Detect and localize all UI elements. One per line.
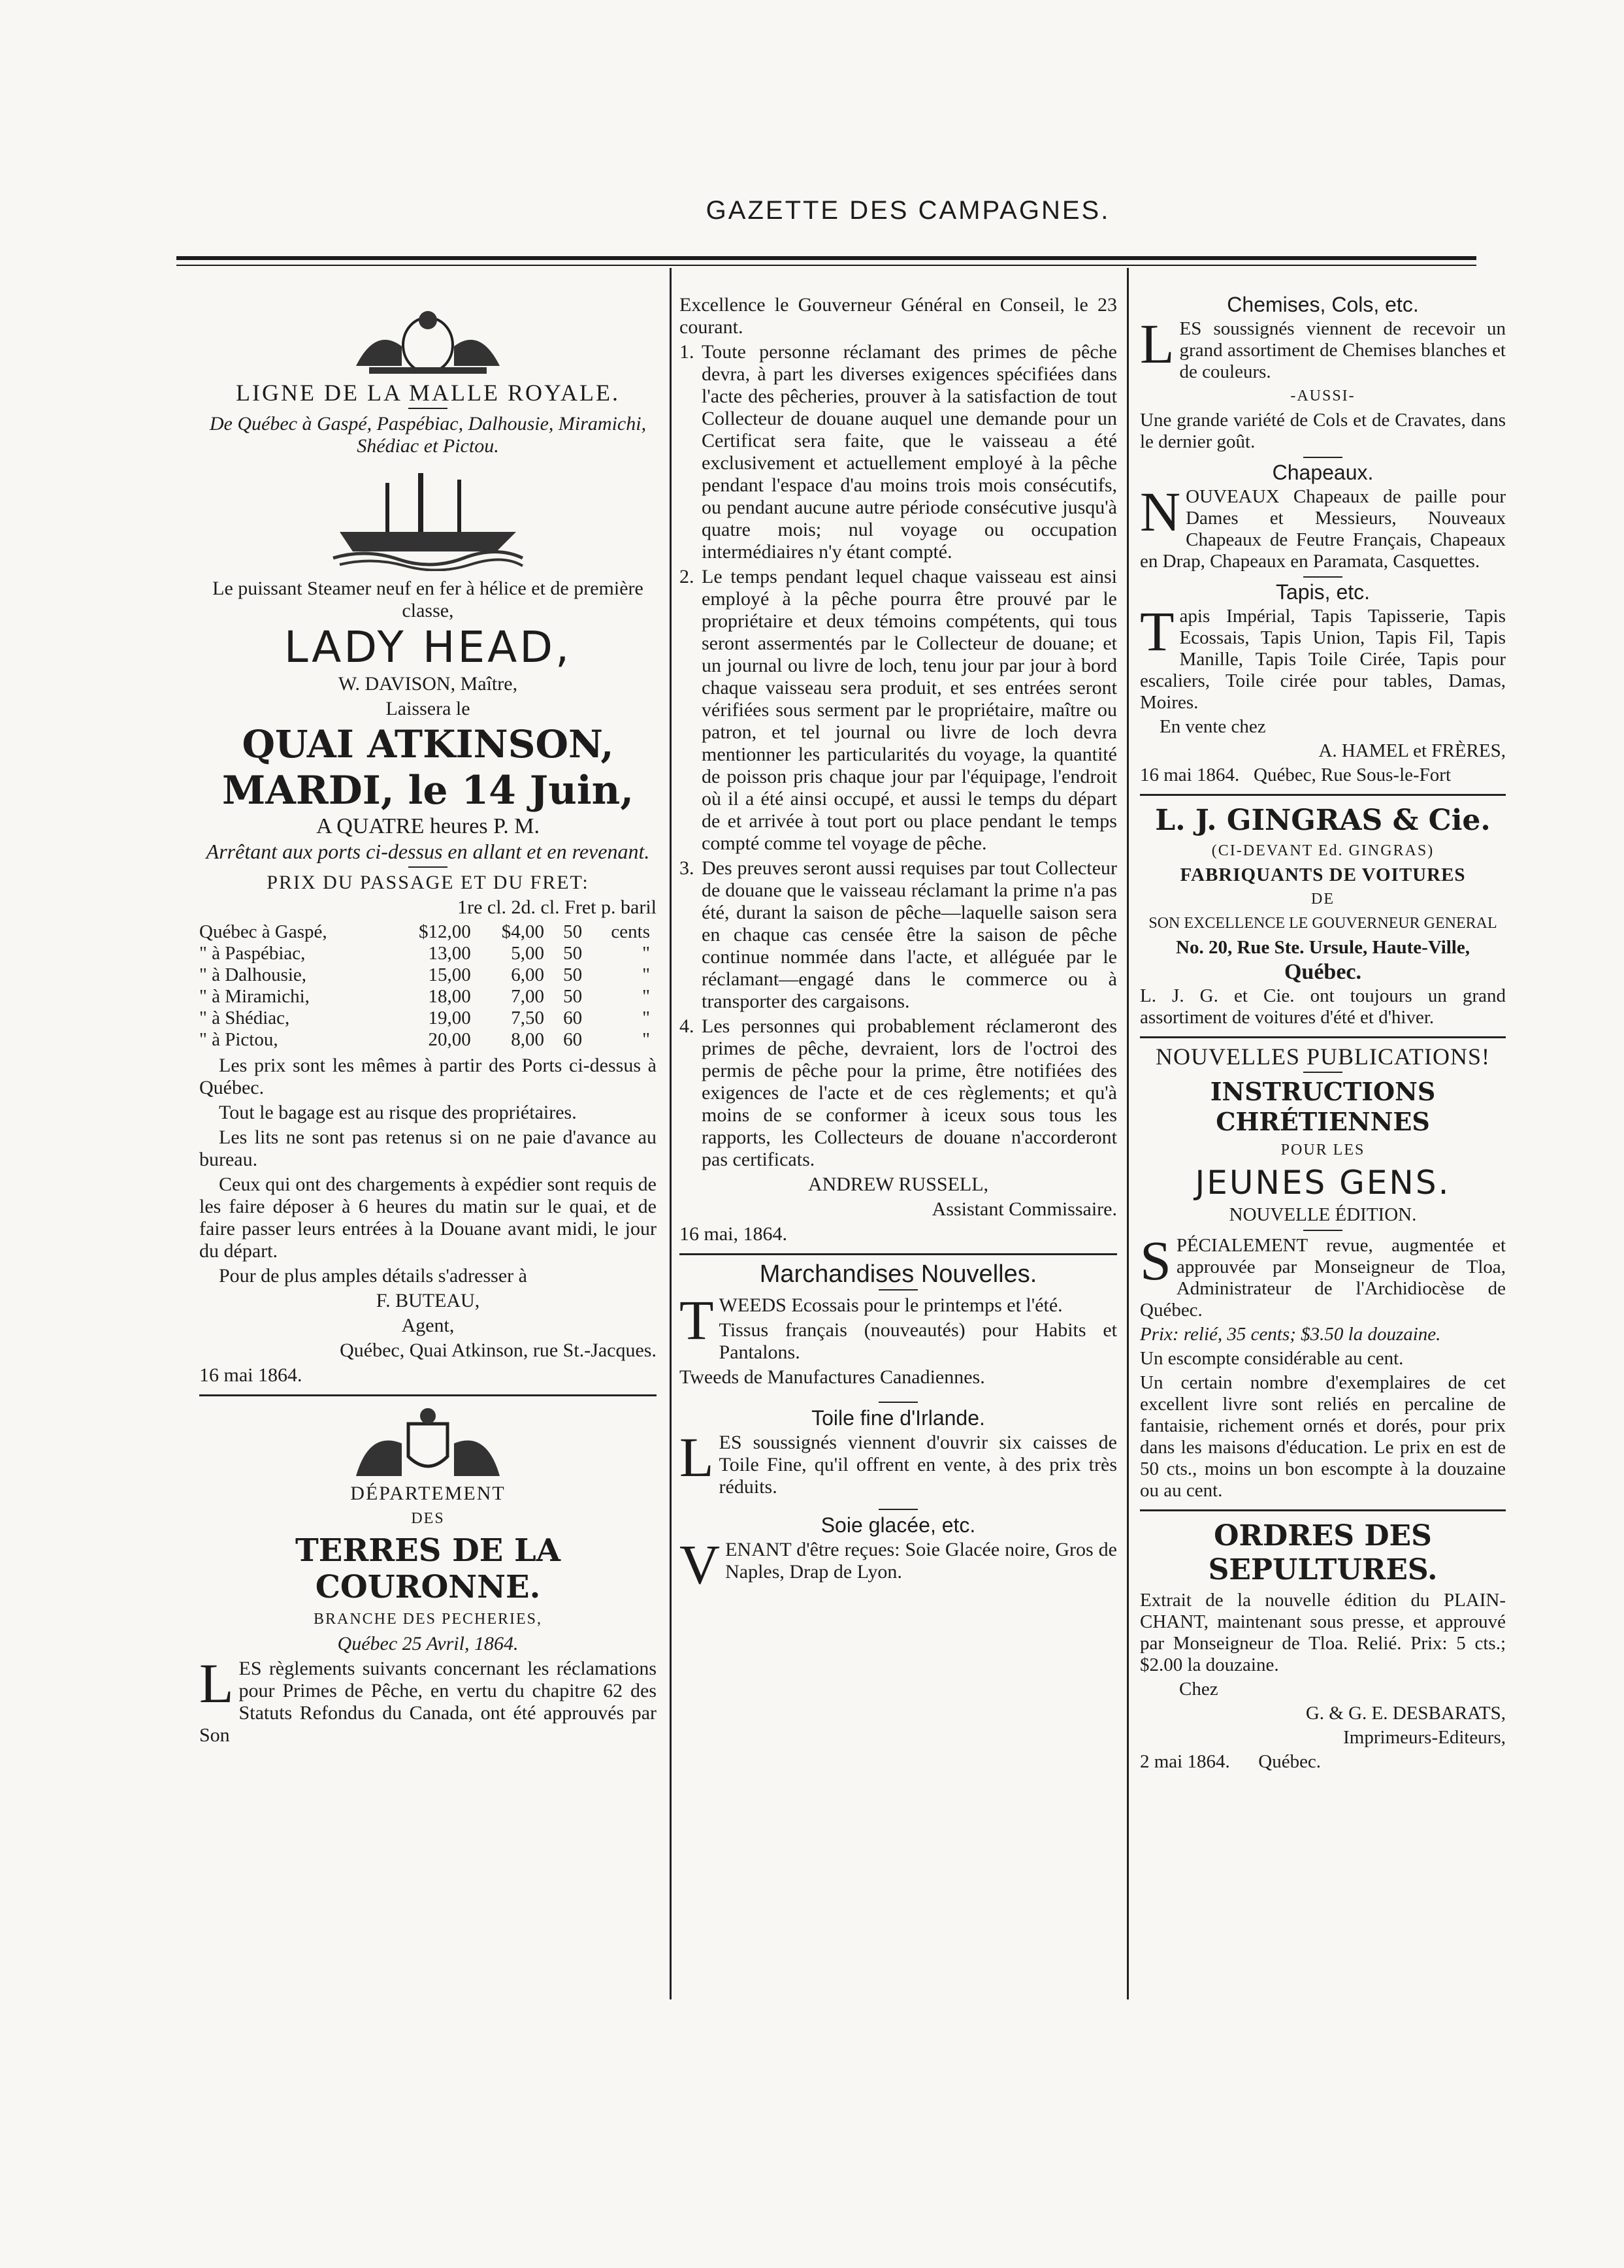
edition-label: NOUVELLE ÉDITION. xyxy=(1229,1204,1417,1225)
aussi-label: -AUSSI- xyxy=(1290,387,1356,404)
fare-cell-route: Québec à Gaspé, xyxy=(199,921,327,942)
fare-cell-unit: " xyxy=(642,1008,650,1028)
fare-row xyxy=(199,986,657,1008)
fare-cell-c1: 20,00 xyxy=(428,1029,471,1050)
fare-cell-c1: 15,00 xyxy=(428,964,471,985)
fare-cell-fret: 50 xyxy=(563,964,583,985)
desbarats-title: Imprimeurs-Editeurs, xyxy=(1343,1727,1506,1748)
fare-cell-route: " à Dalhousie, xyxy=(199,964,307,985)
fare-cell-unit: " xyxy=(642,986,650,1007)
regulations-intro: LES règlements suivants concernant les réclamations pour Primes de Pêche, en vertu du chapitre 62 des Statuts Refondus du Canada, ont été approuvés par Son xyxy=(199,1652,657,1746)
regulation-number: 1. xyxy=(679,341,694,363)
divider xyxy=(1303,1230,1342,1231)
fare-cell-c1: $12,00 xyxy=(418,921,471,942)
fare-cell-c2: 8,00 xyxy=(511,1029,544,1050)
signatory-date: 16 mai, 1864. xyxy=(679,1223,787,1245)
tapis-title: Tapis, etc. xyxy=(1275,580,1371,604)
regulation-text: Les personnes qui probablement réclameront des primes de pêche, devraient, lors de l'octroi des permis de pêche pour la prime, être notifiées des exigences de l'acte et de ces règlements; et qu'à moins de se conformer à iceux sous tous les rapports, les Collecteurs de douane n'accorderont pas certificats. xyxy=(702,1015,1117,1170)
excellence-line: SON EXCELLENCE LE GOUVERNEUR GENERAL xyxy=(1148,915,1497,932)
regulation-number: 4. xyxy=(679,1015,694,1037)
agent-date: 16 mai 1864. xyxy=(199,1364,302,1386)
divider xyxy=(1303,457,1342,458)
fare-row xyxy=(199,921,657,943)
fare-row xyxy=(199,964,657,986)
steamer-intro: Le puissant Steamer neuf en fer à hélice et de première classe, xyxy=(212,578,643,621)
top-rule-thin xyxy=(176,265,1476,266)
chemises-ad: LES soussignés viennent de recevoir un grand assortiment de Chemises blanches et de couleurs. xyxy=(1140,312,1506,382)
fare-cell-c1: 13,00 xyxy=(428,943,471,964)
fare-cell-c2: 6,00 xyxy=(511,964,544,985)
departure-date: MARDI, le 14 Juin, xyxy=(221,768,634,814)
gingras-address: No. 20, Rue Ste. Ursule, Haute-Ville, xyxy=(1176,937,1470,958)
divider xyxy=(879,1509,918,1510)
chapeaux-ad: NOUVEAUX Chapeaux de paille pour Dames et Messieurs, Nouveaux Chapeaux de Feutre Français, Chapeaux en Drap, Chapeaux en Paramata, Casquettes. xyxy=(1140,480,1506,572)
gingras-note: L. J. G. et Cie. ont toujours un grand assortiment de voitures d'été et d'hiver. xyxy=(1140,985,1506,1028)
ordres-heading: ORDRES DES SEPULTURES. xyxy=(1208,1519,1438,1586)
regulation-text: Toute personne réclamant des primes de pêche devra, à part les diverses exigences spécifiées dans l'acte des pêcheries, prouver à la satisfaction de tout Collecteur de douane auquel une demande pour un Certificat sera faite, que le vaisseau a été exclusivement et actuellement employé à la pêche pendant l'espace d'au moins trois mois consécutifs, ou pendant aucune autre période consécutive jusqu'à quatre mois; nul voyage ou occupation intermédiaires n'y étant compté. xyxy=(702,341,1117,563)
regulation-text: Le temps pendant lequel chaque vaisseau est ainsi employé à la pêche pourra être prouvé par le propriétaire et deux témoins compétents, qui tous seront assermentés par le Collecteur de douane; et un journal ou livre de loch, tenu jour par jour à bord chaque vaisseau sera produit, et ses entrées seront vérifiées sous serment par le propriétaire, maître ou patron, et tel journal ou livre de loch devra mentionner les particularités du voyage, la quantité de poisson pris chaque jour par l'équipage, l'endroit où il a été ainsi occupé, et aussi le temps du départ de et arrivée à tout port ou place pendant le temps compté comme tel voyage de pêche. xyxy=(702,566,1117,854)
cols-line: Une grande variété de Cols et de Cravates, dans le dernier goût. xyxy=(1140,410,1506,452)
regulation-number: 2. xyxy=(679,566,694,587)
column-separator-1 xyxy=(670,268,672,1999)
signatory-title: Assistant Commissaire. xyxy=(932,1198,1117,1220)
top-rule xyxy=(176,256,1476,260)
fare-cell-c2: 7,50 xyxy=(511,1008,544,1028)
fare-cell-fret: 50 xyxy=(563,943,583,964)
fare-table xyxy=(199,921,657,1051)
fare-note: Tout le bagage est au risque des propriétaires. xyxy=(219,1102,577,1123)
fare-cell-fret: 60 xyxy=(563,1029,583,1050)
desbarats-footer: 2 mai 1864. Québec. xyxy=(1140,1751,1322,1772)
regulation-item xyxy=(679,857,1117,1013)
divider xyxy=(1303,576,1342,578)
jeunes-gens-heading: JEUNES GENS. xyxy=(1195,1164,1451,1202)
soie-title: Soie glacée, etc. xyxy=(820,1513,976,1537)
extrait-line: Extrait de la nouvelle édition du PLAIN-CHANT, maintenant sous presse, et approuvé par Monseigneur de Tloa. Relié. Prix: 5 cts.; $2.00 la douzaine. xyxy=(1140,1590,1506,1675)
fare-note: Les lits ne sont pas retenus si on ne paie d'avance au bureau. xyxy=(199,1126,657,1170)
fare-note: Ceux qui ont des chargements à expédier sont requis de les faire déposer à 6 heures du matin sur le quai, et de faire passer leurs entrées à la Douane avant midi, le jour du départ. xyxy=(199,1174,657,1262)
fare-cell-route: " à Shédiac, xyxy=(199,1008,290,1028)
fare-row xyxy=(199,943,657,964)
fare-note: Les prix sont les mêmes à partir des Ports ci-dessus à Québec. xyxy=(199,1055,657,1098)
route-title: LIGNE DE LA MALLE ROYALE. xyxy=(236,380,620,406)
fare-cell-unit: " xyxy=(642,1029,650,1050)
dept-des: DES xyxy=(411,1510,445,1527)
masthead-title: GAZETTE DES CAMPAGNES. xyxy=(706,196,1111,225)
stops-note: Arrêtant aux ports ci-dessus en allant et en revenant. xyxy=(206,840,650,863)
section-rule xyxy=(1140,794,1506,796)
section-rule xyxy=(1140,1036,1506,1038)
specialement-ad: SPÉCIALEMENT revue, augmentée et approuvée par Monseigneur de Tloa, Administrateur de l'Archidiocèse de Québec. xyxy=(1140,1229,1506,1321)
nouvelles-publications: NOUVELLES PUBLICATIONS! xyxy=(1156,1044,1490,1070)
gingras-city: Québec. xyxy=(1284,960,1362,984)
prix-line: Prix: relié, 35 cents; $3.50 la douzaine. xyxy=(1140,1324,1441,1345)
agent-title: Agent, xyxy=(401,1315,455,1336)
tissus-line: Tissus français (nouveautés) pour Habits et Pantalons. xyxy=(719,1319,1117,1363)
hamel-name: A. HAMEL et FRÈRES, xyxy=(1318,740,1506,761)
fare-title: PRIX DU PASSAGE ET DU FRET: xyxy=(267,872,589,893)
ship-master: W. DAVISON, Maître, xyxy=(338,673,518,695)
dept-heading: DÉPARTEMENT xyxy=(350,1483,506,1504)
chapeaux-title: Chapeaux. xyxy=(1272,461,1374,484)
fare-cell-c1: 18,00 xyxy=(428,986,471,1007)
toile-title: Toile fine d'Irlande. xyxy=(811,1406,985,1430)
signatory-name: ANDREW RUSSELL, xyxy=(807,1174,989,1195)
tapis-ad: Tapis Impérial, Tapis Tapisserie, Tapis Ecossais, Tapis Union, Tapis Fil, Tapis Manille, Tapis Toile Cirée, Tapis pour escaliers, Toile cirée pour tables, Damas, Moires. xyxy=(1140,600,1506,713)
fare-cell-fret: 50 xyxy=(563,921,583,942)
march-title: Marchandises Nouvelles. xyxy=(759,1260,1037,1288)
chemises-title: Chemises, Cols, etc. xyxy=(1227,293,1419,316)
dept-date: Québec 25 Avril, 1864. xyxy=(337,1633,519,1654)
section-rule xyxy=(199,1394,657,1396)
toile-ad: LES soussignés viennent d'ouvrir six caisses de Toile Fine, qu'il offrent en vente, à des prix très réduits. xyxy=(679,1426,1117,1498)
agent-address: Québec, Quai Atkinson, rue St.-Jacques. xyxy=(340,1339,657,1361)
fare-cell-route: " à Paspébiac, xyxy=(199,943,306,964)
tweeds-ad: TWEEDS Ecossais pour le printemps et l'été. xyxy=(679,1289,1063,1351)
pour-les-label: POUR LES xyxy=(1280,1142,1365,1159)
terres-heading: TERRES DE LA COURONNE. xyxy=(295,1532,560,1605)
regulation-text: Des preuves seront aussi requises par tout Collecteur de douane que le vaisseau réclamant la prime n'a pas été, durant la saison de pêche—laquelle saison sera en chaque cas censée être la saison de pêche continue nommée dans l'acte, et alléguée par le réclamant—engagé dans le commerce ou à transporter des cargaisons. xyxy=(702,857,1117,1012)
regulations-continuation: Excellence le Gouverneur Général en Conseil, le 23 courant. xyxy=(679,294,1117,338)
branche-heading: BRANCHE DES PECHERIES, xyxy=(313,1611,543,1628)
agent-name: F. BUTEAU, xyxy=(376,1290,480,1311)
hamel-footer: 16 mai 1864. Québec, Rue Sous-le-Fort xyxy=(1140,764,1452,785)
divider xyxy=(879,1402,918,1403)
departure-time: A QUATRE heures P. M. xyxy=(316,814,540,838)
gingras-heading: L. J. GINGRAS & Cie. xyxy=(1155,804,1491,837)
regulation-item xyxy=(679,341,1117,563)
regulation-item xyxy=(679,566,1117,855)
fare-cell-fret: 60 xyxy=(563,1008,583,1028)
tweeds-canadian: Tweeds de Manufactures Canadiennes. xyxy=(679,1366,985,1388)
fare-cell-c2: 7,00 xyxy=(511,986,544,1007)
certain-line: Un certain nombre d'exemplaires de cet excellent livre sont reliés en percaline de fantaisie, richement ornés et dorés, pour prix dans les maisons d'éducation. Le prix en est de 50 cts., moins un bon escompte à la douzaine ou au cent. xyxy=(1140,1372,1506,1501)
regulation-number: 3. xyxy=(679,857,694,879)
leaves-label: Laissera le xyxy=(385,698,470,719)
fare-cell-unit: " xyxy=(642,964,650,985)
fare-row xyxy=(199,1008,657,1029)
divider xyxy=(879,1289,918,1290)
soie-ad: VENANT d'être reçues: Soie Glacée noire, Gros de Naples, Drap de Lyon. xyxy=(679,1533,1117,1596)
route-subtitle: De Québec à Gaspé, Paspébiac, Dalhousie, Miramichi, Shédiac et Pictou. xyxy=(209,413,647,457)
fare-cell-c2: 5,00 xyxy=(511,943,544,964)
column-1 xyxy=(199,307,657,1749)
fare-row xyxy=(199,1029,657,1051)
regulation-items xyxy=(679,341,1117,1171)
quai-name: QUAI ATKINSON, xyxy=(242,722,614,766)
column-3 xyxy=(1140,294,1506,1775)
section-rule xyxy=(1140,1509,1506,1511)
ship-name: LADY HEAD, xyxy=(284,622,572,672)
divider xyxy=(1303,1072,1342,1073)
fare-notes xyxy=(199,1055,657,1287)
coat-of-arms-icon xyxy=(336,1404,519,1483)
column-2 xyxy=(679,294,1117,1596)
column-separator-2 xyxy=(1127,268,1129,1999)
desbarats-name: G. & G. E. DESBARATS, xyxy=(1305,1703,1506,1724)
divider xyxy=(408,408,447,409)
divider xyxy=(408,866,447,868)
ci-devant: (CI-DEVANT Ed. GINGRAS) xyxy=(1211,842,1435,859)
vente-line: En vente chez xyxy=(1160,716,1266,737)
royal-arms-icon xyxy=(330,307,526,379)
chez-label: Chez xyxy=(1179,1679,1218,1700)
de-label: DE xyxy=(1311,891,1335,908)
fare-cell-route: " à Pictou, xyxy=(199,1029,278,1050)
fare-cell-c1: 19,00 xyxy=(428,1008,471,1028)
escompte-line: Un escompte considérable au cent. xyxy=(1140,1348,1404,1369)
instructions-heading: INSTRUCTIONS CHRÉTIENNES xyxy=(1210,1077,1436,1136)
fare-cell-unit: " xyxy=(642,943,650,964)
fare-header: 1re cl. 2d. cl. Fret p. baril xyxy=(457,896,657,918)
fare-cell-route: " à Miramichi, xyxy=(199,986,310,1007)
section-rule xyxy=(679,1253,1117,1255)
fare-note: Pour de plus amples détails s'adresser à xyxy=(219,1265,527,1287)
fare-cell-c2: $4,00 xyxy=(501,921,544,942)
steamer-icon xyxy=(327,460,529,571)
fare-cell-unit: cents xyxy=(611,921,650,942)
fabriquants-heading: FABRIQUANTS DE VOITURES xyxy=(1180,864,1466,885)
regulation-item xyxy=(679,1015,1117,1171)
fare-cell-fret: 50 xyxy=(563,986,583,1007)
